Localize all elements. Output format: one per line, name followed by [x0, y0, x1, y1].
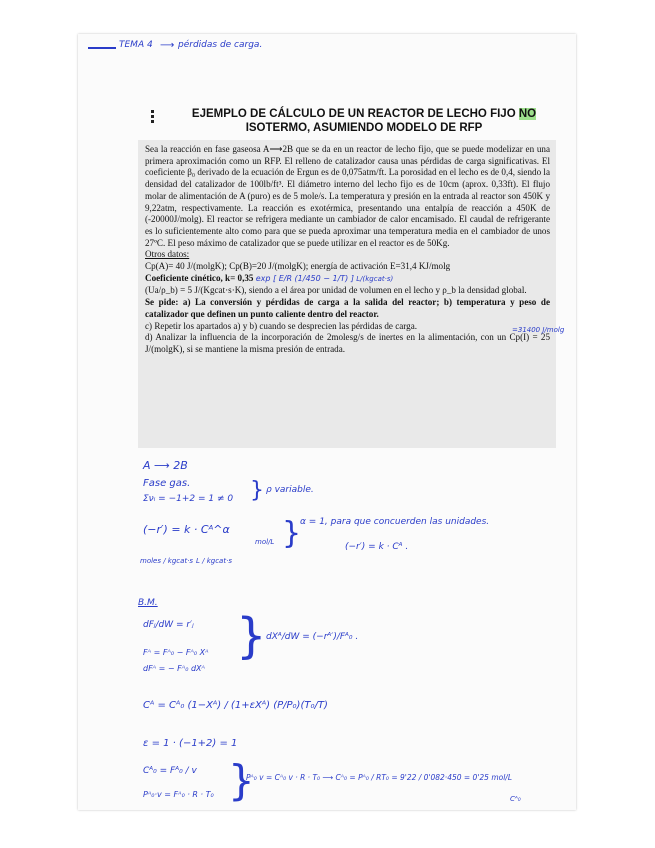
dato-cp: Cp(A)= 40 J/(molgK); Cp(B)=20 J/(molgK); energía de activación E=31,4 KJ/molg	[145, 261, 451, 272]
se-pide: Se pide: a) La conversión y pérdidas de carga a la salida del reactor; b) temperatura y peso de catalizador que definen un punto caliente dentro del reactor.	[145, 297, 550, 319]
note-sum: Σνᵢ = −1+2 = 1 ≠ 0	[143, 494, 234, 504]
note-brace-3: }	[236, 608, 267, 664]
note-eps: ε = 1 · (−1+2) = 1	[143, 738, 238, 749]
note-ca0-label: Cᴬ₀	[510, 795, 521, 803]
apartado-c: c) Repetir los apartados a) y b) cuando se desprecien las pérdidas de carga.	[145, 320, 418, 331]
header-topic: pérdidas de carga.	[178, 40, 263, 50]
dato-k	[145, 273, 550, 286]
note-reaction: A ⟶ 2B	[143, 459, 188, 472]
note-variable: ρ variable.	[266, 485, 314, 495]
title-part2: ISOTERMO,	[245, 122, 311, 134]
dato-k-exp: exp [ E/R (1/450 − 1/T) ]	[255, 273, 354, 283]
note-brace-4: }	[228, 756, 255, 805]
header-tema: TEMA 4	[119, 40, 153, 50]
note-bm-label: B.M.	[138, 598, 158, 608]
note-brace-2: }	[282, 516, 302, 551]
note-rate-2: (−r′) = k · Cᴬ .	[345, 542, 409, 552]
otros-datos-label: Otros datos:	[145, 249, 190, 260]
title-part3: ASUMIENDO MODELO DE	[310, 122, 460, 134]
note-ca0-calc: Pᴬ₀ v = Cᴬ₀ v · R · T₀ ⟶ Cᴬ₀ = Pᴬ₀ / RT₀ = 9'22 / 0'082·450 = 0'25 mol/L	[246, 773, 513, 782]
statement-paragraph: Sea la reacción en fase gaseosa A⟶2B que se da en un reactor de lecho fijo, que se puede modelizar en una primera aproximación como un RFP. El relleno de catalizador causa unas pérdidas de carga significativas. El coeficiente β₀ derivado de la ecuación de Ergun es de 0,075atm/ft. La porosidad en el lecho es de 0,4, siendo la densidad del catalizador de 100lb/ft³. El diámetro interno del lecho fijo es de 10cm (aprox. 0,33ft). El flujo molar de alimentación de A (puro) es de 5 mole/s. La temperatura y presión en la entrada al reactor son 450K y 9,22atm, respectivamente. La reacción es exotérmica, presentando una entalpía de reacción a 450K de (-20000J/molg). El reactor se refrigera mediante un cambiador de calor encamisado. El caudal de refrigerante es lo suficientemente alto como para que se pueda aproximar una temperatura media en el cambiador de unos 27ºC. El peso máximo de catalizador que se puede utilizar en el reactor es de 50Kg.	[145, 144, 550, 248]
note-fase: Fase gas.	[143, 478, 191, 489]
problem-statement	[145, 144, 550, 356]
header-dash	[88, 47, 116, 49]
margin-note: =31400 J/molg	[512, 326, 565, 334]
note-units-2: L / kgcat·s	[196, 557, 232, 565]
note-pav: Pᴬ₀·v = Fᴬ₀ · R · T₀	[143, 790, 214, 799]
header-arrow: ⟶	[160, 40, 175, 51]
title-part1: EJEMPLO DE CÁLCULO DE UN REACTOR DE LECHO FIJO	[191, 108, 519, 120]
apartado-d: d) Analizar la influencia de la incorporación de 2molesg/s de inertes en la alimentación, con un Cp(I) = 25 J/(molgK), si se mantiene la misma presión de entrada.	[145, 332, 550, 354]
note-bm-1: dFⱼ/dW = r′ⱼ	[143, 620, 194, 630]
note-bm-2: Fᴬ = Fᴬ₀ − Fᴬ₀ Xᴬ	[143, 648, 209, 657]
dato-k-units: L/(kgcat·s)	[356, 274, 394, 283]
note-bm-3: dFᴬ = − Fᴬ₀ dXᴬ	[143, 664, 205, 673]
note-bm-result: dXᴬ/dW = (−rᴬ′)/Fᴬ₀ .	[266, 632, 359, 642]
document-title	[178, 107, 550, 135]
note-alpha: α = 1, para que concuerden las unidades.	[300, 517, 490, 527]
title-highlight-no: NO	[518, 108, 537, 120]
note-rate: (−r′) = k · Cᴬ^α	[143, 523, 230, 536]
dato-ua: (Ua/ρ_b) = 5 J/(Kgcat·s·K), siendo a el área por unidad de volumen en el lecho y ρ_b la densidad global.	[145, 285, 527, 296]
logo-mark	[150, 110, 156, 124]
note-ca: Cᴬ = Cᴬ₀ (1−Xᴬ) / (1+εXᴬ) (P/P₀)(T₀/T)	[143, 700, 328, 711]
dato-k-text: Coeficiente cinético, k= 0,35	[145, 272, 254, 283]
title-highlight-rfp: RFP	[459, 122, 483, 134]
note-brace-1: }	[250, 478, 264, 503]
note-mol-l: mol/L	[255, 538, 275, 546]
note-units-1: moles / kgcat·s	[140, 557, 194, 565]
note-ca0: Cᴬ₀ = Fᴬ₀ / v	[143, 766, 197, 776]
